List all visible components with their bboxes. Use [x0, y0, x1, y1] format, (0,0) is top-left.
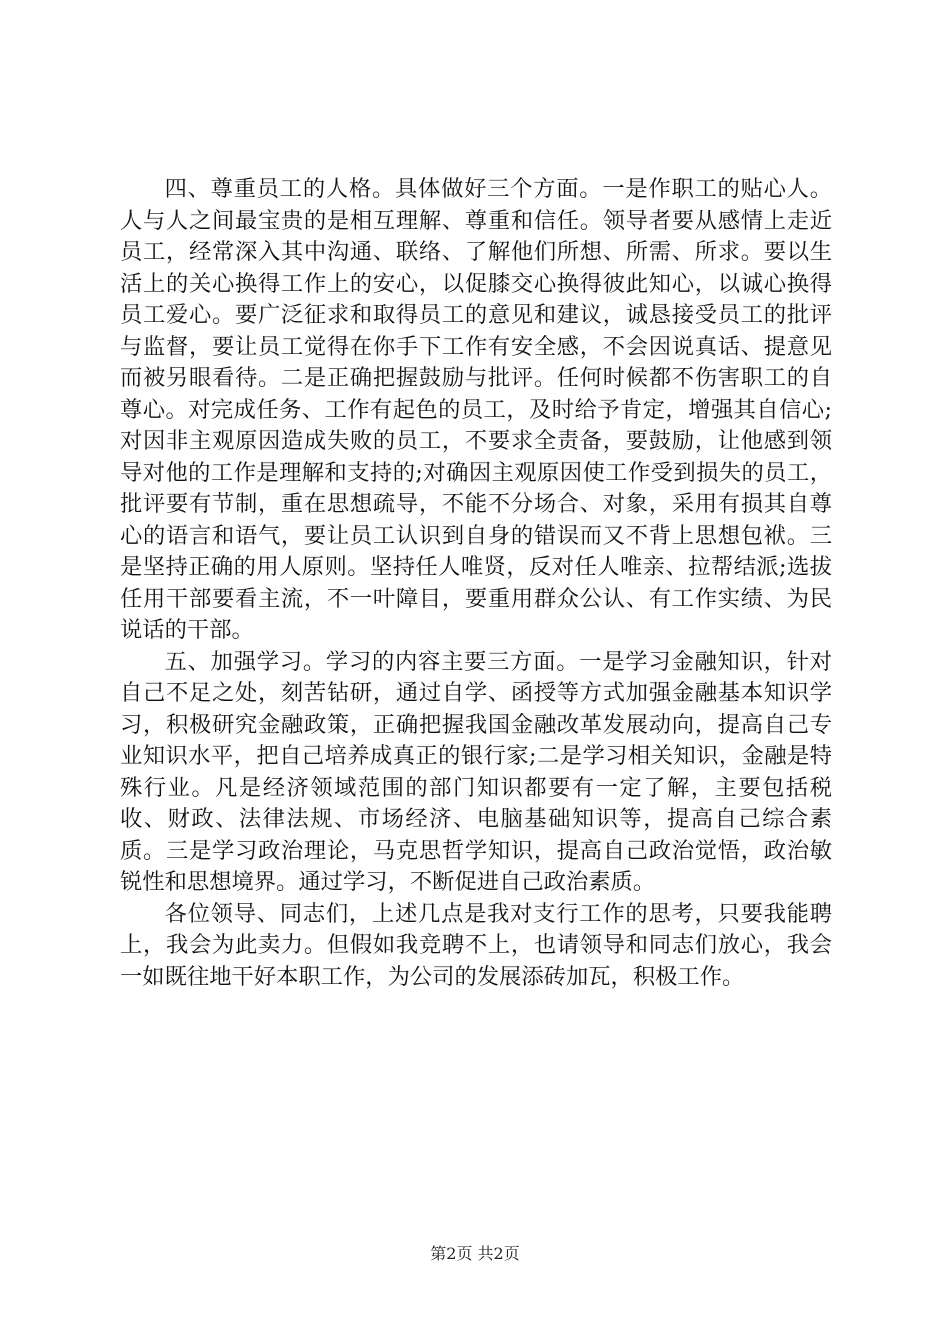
page-footer: 第2页 共2页	[430, 1244, 520, 1263]
paragraph-strengthen-study: 五、加强学习。学习的内容主要三方面。一是学习金融知识，针对自己不足之处，刻苦钻研，通过自学、函授等方式加强金融基本知识学习，积极研究金融政策，正确把握我国金融改革发展动向，提高自己专业知识水平，把自己培养成真正的银行家;二是学习相关知识，金融是特殊行业。凡是经济领域范围的部门知识都要有一定了解，主要包括税收、财政、法律法规、市场经济、电脑基础知识等，提高自己综合素质。三是学习政治理论，马克思哲学知识，提高自己政治觉悟，政治敏锐性和思想境界。通过学习，不断促进自己政治素质。	[120, 648, 832, 895]
document-body	[120, 174, 832, 993]
paragraph-respect-employees: 四、尊重员工的人格。具体做好三个方面。一是作职工的贴心人。人与人之间最宝贵的是相互理解、尊重和信任。领导者要从感情上走近员工，经常深入其中沟通、联络、了解他们所想、所需、所求。要以生活上的关心换得工作上的安心，以促膝交心换得彼此知心，以诚心换得员工爱心。要广泛征求和取得员工的意见和建议，诚恳接受员工的批评与监督，要让员工觉得在你手下工作有安全感，不会因说真话、提意见而被另眼看待。二是正确把握鼓励与批评。任何时候都不伤害职工的自尊心。对完成任务、工作有起色的员工，及时给予肯定，增强其自信心;对因非主观原因造成失败的员工，不要求全责备，要鼓励，让他感到领导对他的工作是理解和支持的;对确因主观原因使工作受到损失的员工，批评要有节制，重在思想疏导，不能不分场合、对象，采用有损其自尊心的语言和语气，要让员工认识到自身的错误而又不背上思想包袱。三是坚持正确的用人原则。坚持任人唯贤，反对任人唯亲、拉帮结派;选拔任用干部要看主流，不一叶障目，要重用群众公认、有工作实绩、为民说话的干部。	[120, 176, 832, 643]
paragraph-closing: 各位领导、同志们，上述几点是我对支行工作的思考，只要我能聘上，我会为此卖力。但假如我竞聘不上，也请领导和同志们放心，我会一如既往地干好本职工作，为公司的发展添砖加瓦，积极工作。	[120, 900, 832, 990]
